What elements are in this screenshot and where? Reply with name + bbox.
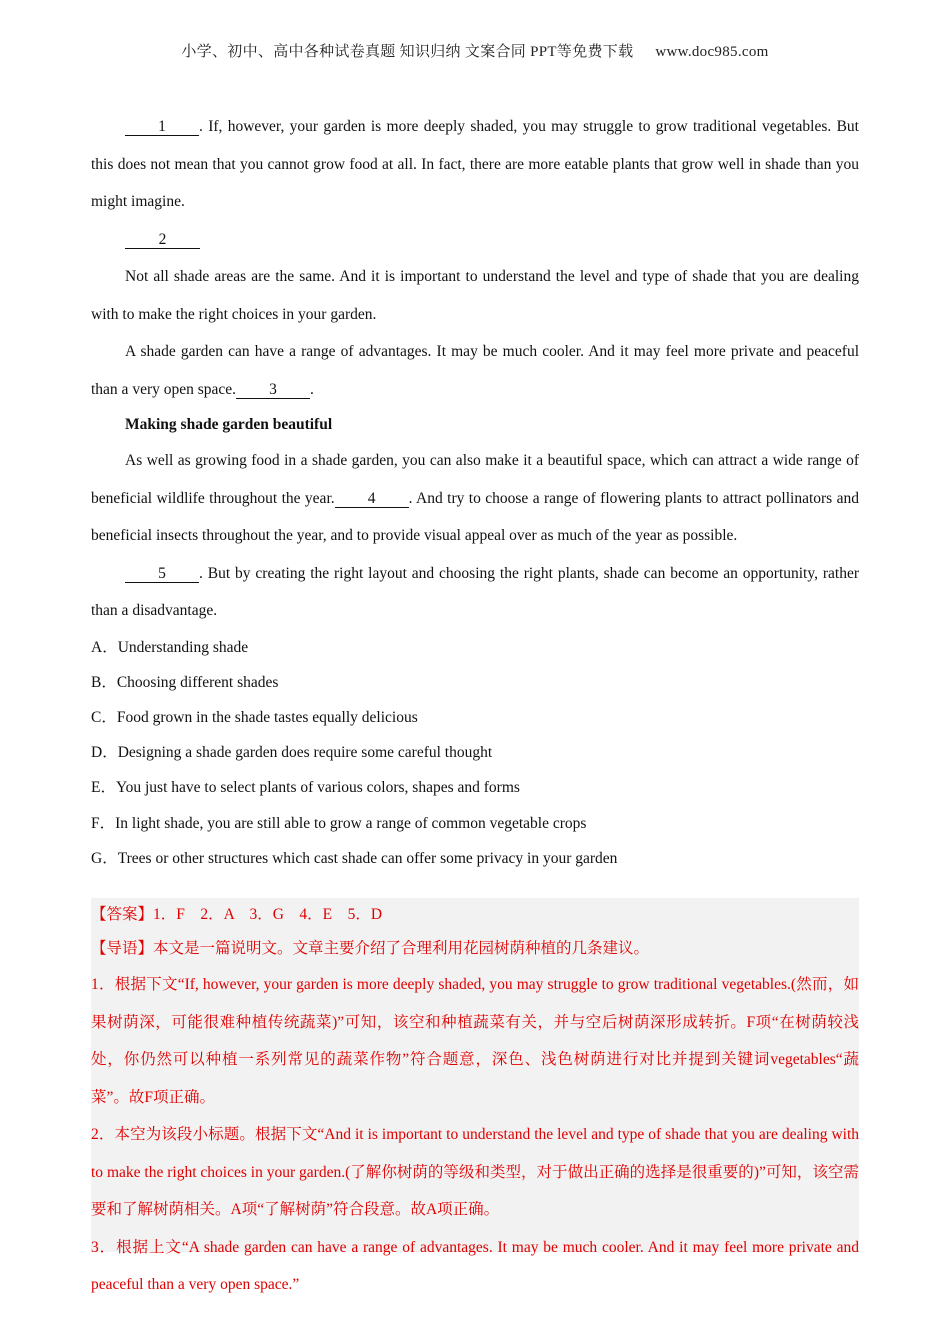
paragraph-1-text: . If, however, your garden is more deeply shaded, you may struggle to grow traditional vegetables. But this does not mean that you cannot grow food at all. In fact, there are more eatable plants that grow well in shade than you might imagine.	[91, 118, 859, 210]
paragraph-1	[91, 108, 859, 221]
header-url[interactable]: www.doc985.com	[655, 44, 769, 60]
subheading: Making shade garden beautiful	[125, 416, 333, 433]
option-b: B．Choosing different shades	[91, 673, 279, 691]
blank-1: 1	[125, 119, 199, 136]
header-text: 小学、初中、高中各种试卷真题 知识归纳 文案合同 PPT等免费下载	[181, 44, 634, 60]
explanation-1: 1．根据下文“If, however, your garden is more deeply shaded, you may struggle to grow traditional vegetables.(然而，如果树荫深，可能很难种植传统蔬菜)”可知，该空和种植蔬菜有关，并与空后树荫深形成转折。F项“在树荫较浅处，你仍然可以种植一系列常见的蔬菜作物”符合题意，深色、浅色树荫进行对比并提到关键词vegetables“蔬菜”。故F项正确。	[91, 976, 859, 1106]
option-f: F．In light shade, you are still able to grow a range of common vegetable crops	[91, 814, 587, 832]
option-c: C．Food grown in the shade tastes equally delicious	[91, 708, 418, 726]
paragraph-2	[91, 221, 859, 259]
page-header	[0, 40, 950, 61]
option-a: A．Understanding shade	[91, 638, 249, 656]
explanation-2: 2．本空为该段小标题。根据下文“And it is important to understand the level and type of shade that you are dealing with to make the right choices in your garden.(了解你树荫的等级和类型，对于做出正确的选择是很重要的)”可知，该空需要和了解树荫相关。A项“了解树荫”符合段意。故A项正确。	[91, 1126, 859, 1218]
paragraph-6-text: . But by creating the right layout and choosing the right plants, shade can become an opportunity, rather than a disadvantage.	[91, 564, 859, 619]
blank-5: 5	[125, 566, 199, 583]
paragraph-4-text: A shade garden can have a range of advantages. It may be much cooler. And it may feel more private and peaceful than a very open space.	[91, 343, 859, 398]
passage	[91, 108, 859, 876]
paragraph-6	[91, 555, 859, 630]
explanation-3: 3．根据上文“A shade garden can have a range of advantages. It may be much cooler. And it may feel more private and peaceful than a very open space.”	[91, 1238, 859, 1293]
answer-guide: 【导语】本文是一篇说明文。文章主要介绍了合理利用花园树荫种植的几条建议。	[91, 940, 650, 957]
paragraph-3: Not all shade areas are the same. And it is important to understand the level and type of shade that you are dealing with to make the right choices in your garden.	[91, 268, 859, 323]
paragraph-5-text-b: . And try to choose a range of flowering plants to attract pollinators and beneficial insects throughout the year, and to provide visual appeal over as much of the year as possible.	[91, 489, 859, 544]
paragraph-5-text-a: As well as growing food in a shade garden, you can also make it a beautiful space, which can attract a wide range of beneficial wildlife throughout the year.	[91, 452, 859, 507]
blank-4: 4	[335, 491, 409, 508]
option-g: G．Trees or other structures which cast shade can offer some privacy in your garden	[91, 849, 618, 867]
options-list	[91, 630, 859, 876]
answer-key: 【答案】1．F 2．A 3．G 4．E 5．D	[91, 906, 383, 923]
paragraph-4	[91, 333, 859, 408]
blank-2: 2	[125, 232, 200, 249]
answer-section	[91, 898, 859, 1293]
blank-3: 3	[236, 382, 310, 399]
paragraph-5	[91, 442, 859, 555]
option-e: E．You just have to select plants of various colors, shapes and forms	[91, 779, 520, 797]
option-d: D．Designing a shade garden does require some careful thought	[91, 744, 493, 762]
paragraph-4-end: .	[310, 380, 314, 398]
